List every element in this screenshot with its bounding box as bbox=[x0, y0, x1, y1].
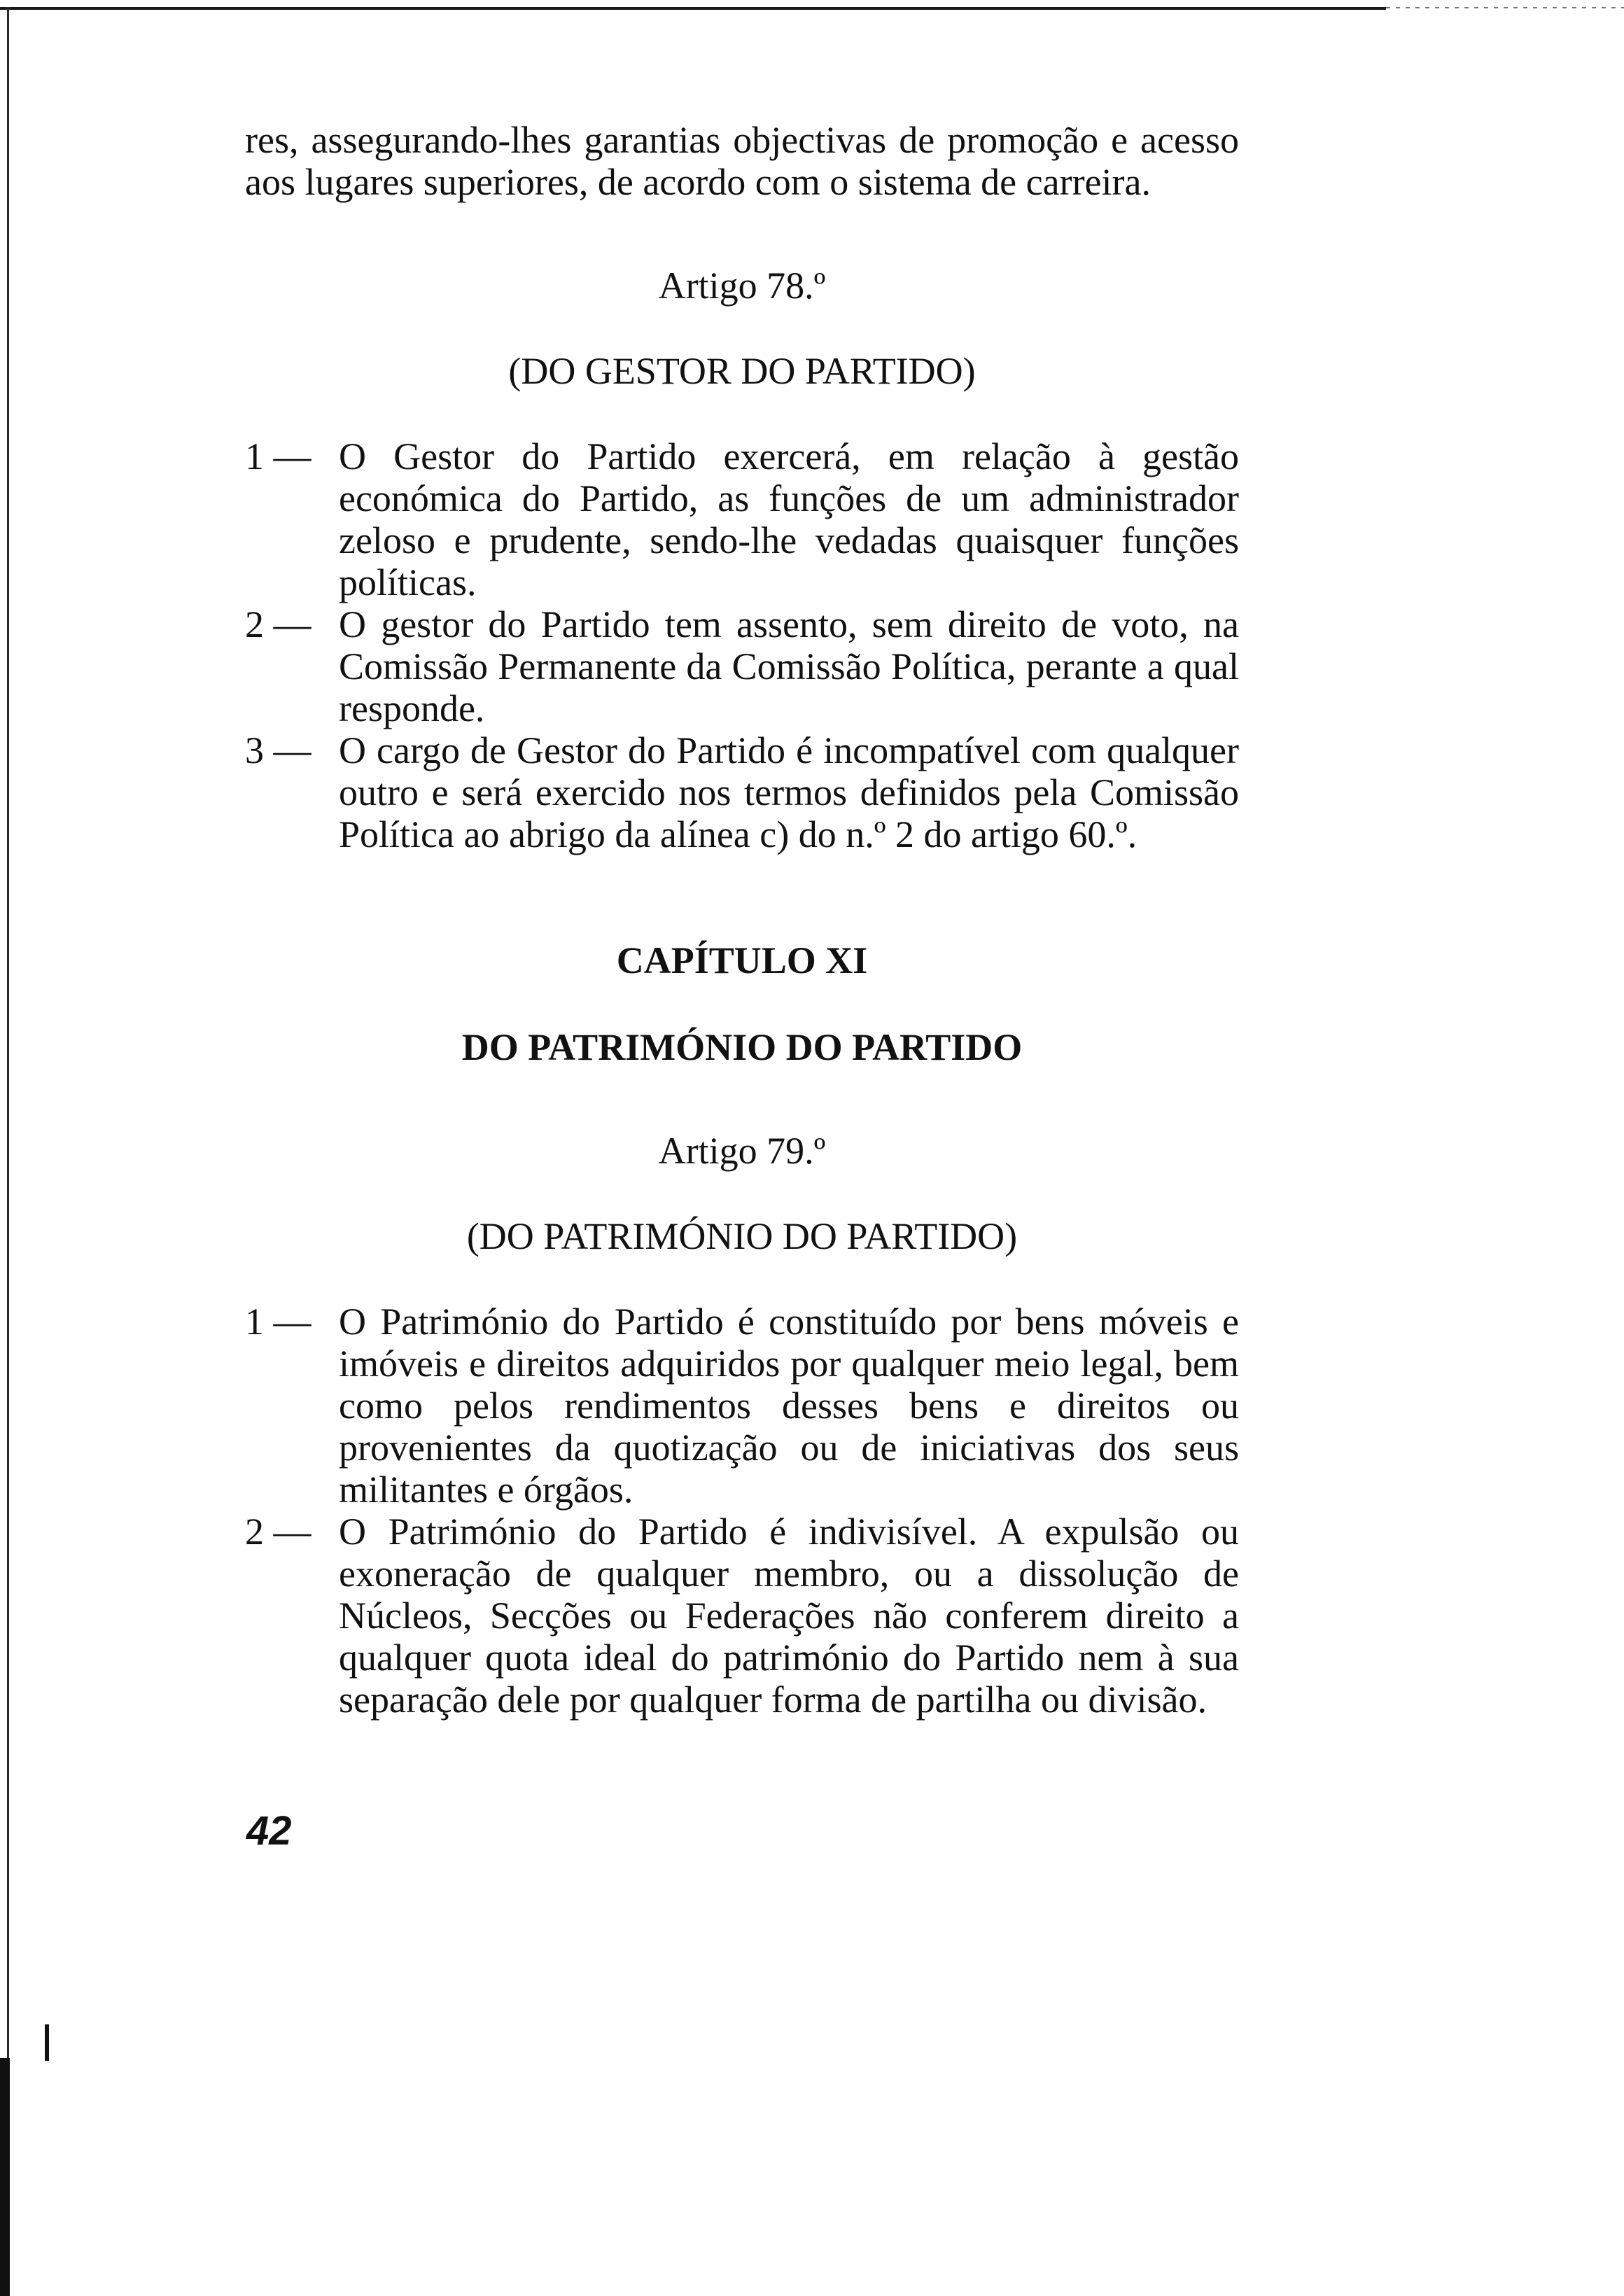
chapter-label: CAPÍTULO XI bbox=[616, 939, 868, 981]
article-79-item-2 bbox=[245, 1511, 1239, 1721]
article-79-heading: (DO PATRIMÓNIO DO PARTIDO) bbox=[466, 1215, 1018, 1257]
article-78-item-3 bbox=[245, 729, 1239, 855]
item-number: 3 — bbox=[245, 729, 312, 771]
article-78-item-1 bbox=[245, 435, 1239, 603]
item-text: O cargo de Gestor do Partido é incompatível com qualquer outro e será exercido nos termos definidos pela Comissão Política ao abrigo da alínea c) do n.º 2 do artigo 60.º. bbox=[339, 729, 1239, 855]
article-78-item-2 bbox=[245, 603, 1239, 729]
intro-paragraph: res, assegurando-lhes garantias objectivas de promoção e acesso aos lugares superiores, de acordo com o sistema de carreira. bbox=[245, 119, 1239, 203]
document-page bbox=[245, 119, 1239, 1721]
article-78-label: Artigo 78.º bbox=[658, 265, 826, 307]
article-79-item-1 bbox=[245, 1301, 1239, 1511]
scan-border-top-faint bbox=[1386, 7, 1624, 8]
item-number: 2 — bbox=[245, 603, 312, 645]
article-78-heading: (DO GESTOR DO PARTIDO) bbox=[508, 350, 976, 392]
scan-border-top bbox=[0, 7, 1386, 10]
scan-mark bbox=[45, 2024, 49, 2061]
item-number: 1 — bbox=[245, 1301, 312, 1343]
scan-border-left-lower bbox=[0, 2058, 10, 2296]
scan-border-left bbox=[7, 7, 9, 2296]
item-text: O Património do Partido é indivisível. A expulsão ou exoneração de qualquer membro, ou a dissolução de Núcleos, Secções ou Federações não conferem direito a qualquer quota ideal do património do Partido nem à sua separação dele por qualquer forma de partilha ou divisão. bbox=[339, 1511, 1239, 1721]
item-text: O Gestor do Partido exercerá, em relação à gestão económica do Partido, as funções de um administrador zeloso e prudente, sendo-lhe vedadas quaisquer funções políticas. bbox=[339, 435, 1239, 603]
item-number: 1 — bbox=[245, 435, 312, 477]
item-text: O gestor do Partido tem assento, sem direito de voto, na Comissão Permanente da Comissão Política, perante a qual responde. bbox=[339, 603, 1239, 729]
item-number: 2 — bbox=[245, 1511, 312, 1553]
article-79-label: Artigo 79.º bbox=[658, 1130, 826, 1172]
chapter-title: DO PATRIMÓNIO DO PARTIDO bbox=[461, 1026, 1023, 1068]
page-number: 42 bbox=[246, 1808, 292, 1854]
item-text: O Património do Partido é constituído por bens móveis e imóveis e direitos adquiridos por qualquer meio legal, bem como pelos rendimentos desses bens e direitos ou provenientes da quotização ou de iniciativas dos seus militantes e órgãos. bbox=[339, 1301, 1239, 1511]
